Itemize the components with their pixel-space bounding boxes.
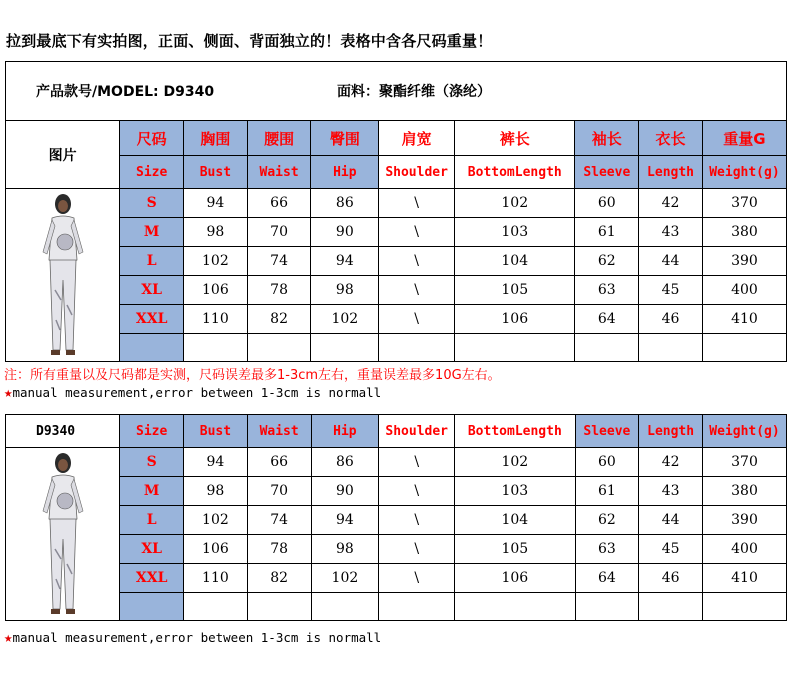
table-cell: 104 (455, 506, 575, 535)
table-cell: 94 (311, 247, 379, 276)
empty-cell (455, 593, 575, 621)
header-en: Shoulder (379, 415, 455, 448)
table-cell: 370 (702, 189, 786, 218)
header-cn: 腰围 (247, 121, 311, 156)
table-cell: 46 (639, 564, 703, 593)
table-cell: 60 (575, 448, 639, 477)
model-number: 产品款号/MODEL: D9340 (36, 84, 215, 100)
header-en: BottomLength (455, 156, 575, 189)
table-cell: 102 (455, 189, 575, 218)
table-row (6, 506, 787, 535)
table-cell: 70 (247, 218, 311, 247)
size-table-2 (5, 414, 787, 621)
table-cell: 74 (247, 247, 311, 276)
empty-row (6, 334, 787, 362)
size-cell: S (120, 448, 184, 477)
table-cell: 61 (575, 218, 639, 247)
table-row (6, 189, 787, 218)
table-row (6, 448, 787, 477)
info-row (6, 62, 787, 121)
header-row-en (6, 415, 787, 448)
table-cell: 102 (311, 305, 379, 334)
table-cell: 43 (639, 218, 703, 247)
size-cell: XL (120, 535, 184, 564)
table-cell: \ (379, 189, 455, 218)
note-en-text: manual measurement,error between 1-3cm is normall (12, 385, 382, 400)
size-cell: XL (120, 276, 184, 305)
table-cell: \ (379, 535, 455, 564)
header-cn: 肩宽 (379, 121, 455, 156)
model-figure-image (33, 190, 93, 360)
header-en: Bust (184, 415, 248, 448)
header-cn: 袖长 (575, 121, 639, 156)
size-cell: XXL (120, 305, 184, 334)
empty-cell (379, 593, 455, 621)
empty-size-cell (120, 593, 184, 621)
table-cell: 370 (702, 448, 786, 477)
table-cell: 63 (575, 535, 639, 564)
table-row (6, 564, 787, 593)
size-cell: L (120, 247, 184, 276)
empty-cell (575, 334, 639, 362)
table-cell: \ (379, 448, 455, 477)
empty-cell (702, 334, 786, 362)
table-cell: \ (379, 477, 455, 506)
table-cell: 90 (311, 477, 379, 506)
photo-label: 图片 (6, 121, 120, 189)
table-cell: 102 (184, 506, 248, 535)
table-cell: 410 (702, 564, 786, 593)
table-cell: \ (379, 247, 455, 276)
table-cell: 94 (184, 448, 248, 477)
table-cell: 44 (639, 247, 703, 276)
table-cell: 74 (247, 506, 311, 535)
measurement-note-en-2 (4, 630, 381, 646)
empty-cell (639, 334, 703, 362)
empty-cell (379, 334, 455, 362)
table-cell: 106 (184, 276, 248, 305)
table-cell: 102 (311, 564, 379, 593)
size-table-1 (5, 61, 787, 362)
empty-cell (311, 593, 379, 621)
table-row (6, 477, 787, 506)
table-cell: 105 (455, 535, 575, 564)
table-cell: 98 (184, 218, 248, 247)
table-cell: 103 (455, 477, 575, 506)
table-cell: 64 (575, 305, 639, 334)
star-icon: ★ (4, 630, 13, 646)
table-cell: 106 (184, 535, 248, 564)
table-cell: 103 (455, 218, 575, 247)
table-cell: 110 (184, 305, 248, 334)
table-cell: 70 (247, 477, 311, 506)
header-en: Waist (247, 156, 311, 189)
table-cell: 400 (702, 276, 786, 305)
empty-cell (311, 334, 379, 362)
header-en: Hip (311, 156, 379, 189)
table-cell: 90 (311, 218, 379, 247)
table-cell: 400 (702, 535, 786, 564)
table-row (6, 247, 787, 276)
table-cell: 106 (455, 305, 575, 334)
table-row (6, 276, 787, 305)
table-cell: 380 (702, 477, 786, 506)
table-cell: \ (379, 564, 455, 593)
header-row-cn (6, 121, 787, 156)
empty-cell (184, 334, 248, 362)
top-note: 拉到最底下有实拍图，正面、侧面、背面独立的！表格中含各尺码重量！ (6, 32, 493, 50)
table-cell: 78 (247, 535, 311, 564)
header-en: Sleeve (575, 156, 639, 189)
table-cell: 102 (455, 448, 575, 477)
table-cell: 63 (575, 276, 639, 305)
table-cell: 66 (247, 448, 311, 477)
size-cell: S (120, 189, 184, 218)
size-cell: L (120, 506, 184, 535)
header-cn: 臀围 (311, 121, 379, 156)
table-cell: 86 (311, 448, 379, 477)
header-en: Weight(g) (702, 156, 786, 189)
table-cell: 104 (455, 247, 575, 276)
header-en: Size (120, 156, 184, 189)
table-cell: 110 (184, 564, 248, 593)
table-cell: 42 (639, 189, 703, 218)
star-icon: ★ (4, 385, 13, 401)
product-photo (6, 448, 120, 621)
note-en-text: manual measurement,error between 1-3cm is normall (12, 630, 382, 645)
table-cell: 66 (247, 189, 311, 218)
fabric-info: 面料：聚酯纤维（涤纶） (337, 84, 491, 100)
table-cell: 62 (575, 247, 639, 276)
header-en: Hip (311, 415, 379, 448)
header-en: Waist (247, 415, 311, 448)
table-cell: 64 (575, 564, 639, 593)
measurement-note-en-1 (4, 385, 381, 401)
header-cn: 裤长 (455, 121, 575, 156)
table-row (6, 305, 787, 334)
size-cell: M (120, 477, 184, 506)
model-figure-image (33, 449, 93, 619)
table-cell: 46 (639, 305, 703, 334)
empty-cell (247, 334, 311, 362)
table-cell: 390 (702, 247, 786, 276)
header-en: BottomLength (455, 415, 575, 448)
table-cell: 45 (639, 276, 703, 305)
table-cell: 380 (702, 218, 786, 247)
header-en: Size (120, 415, 184, 448)
empty-cell (702, 593, 786, 621)
header-en: Bust (184, 156, 248, 189)
empty-row (6, 593, 787, 621)
table-cell: 94 (184, 189, 248, 218)
table-cell: \ (379, 218, 455, 247)
table-cell: 105 (455, 276, 575, 305)
table-cell: 94 (311, 506, 379, 535)
empty-cell (184, 593, 248, 621)
table-cell: 102 (184, 247, 248, 276)
table-cell: \ (379, 506, 455, 535)
table-cell: 390 (702, 506, 786, 535)
header-en: Length (639, 415, 703, 448)
header-cn: 衣长 (639, 121, 703, 156)
table-cell: 86 (311, 189, 379, 218)
header-en: Shoulder (379, 156, 455, 189)
table-cell: 106 (455, 564, 575, 593)
header-cn: 胸围 (184, 121, 248, 156)
table-cell: 62 (575, 506, 639, 535)
table-cell: 78 (247, 276, 311, 305)
table-cell: 61 (575, 477, 639, 506)
header-cn: 重量G (702, 121, 786, 156)
table-cell: 98 (184, 477, 248, 506)
empty-cell (639, 593, 703, 621)
table-cell: 82 (247, 305, 311, 334)
table-cell: 98 (311, 535, 379, 564)
measurement-note-cn: 注：所有重量以及尺码都是实测，尺码误差最多1-3cm左右，重量误差最多10G左右。 (4, 368, 501, 383)
empty-cell (575, 593, 639, 621)
header-cn: 尺码 (120, 121, 184, 156)
table-cell: 45 (639, 535, 703, 564)
table-row (6, 218, 787, 247)
empty-size-cell (120, 334, 184, 362)
table-cell: 43 (639, 477, 703, 506)
product-photo (6, 189, 120, 362)
table-cell: 60 (575, 189, 639, 218)
table-cell: 98 (311, 276, 379, 305)
table-row (6, 535, 787, 564)
table-cell: 410 (702, 305, 786, 334)
table-cell: 42 (639, 448, 703, 477)
table-cell: \ (379, 276, 455, 305)
size-cell: XXL (120, 564, 184, 593)
size-cell: M (120, 218, 184, 247)
header-en: Length (639, 156, 703, 189)
empty-cell (247, 593, 311, 621)
table-cell: 44 (639, 506, 703, 535)
table2-model: D9340 (6, 415, 120, 448)
header-row-en (6, 156, 787, 189)
header-en: Weight(g) (702, 415, 786, 448)
table-cell: 82 (247, 564, 311, 593)
table-cell: \ (379, 305, 455, 334)
header-en: Sleeve (575, 415, 639, 448)
empty-cell (455, 334, 575, 362)
